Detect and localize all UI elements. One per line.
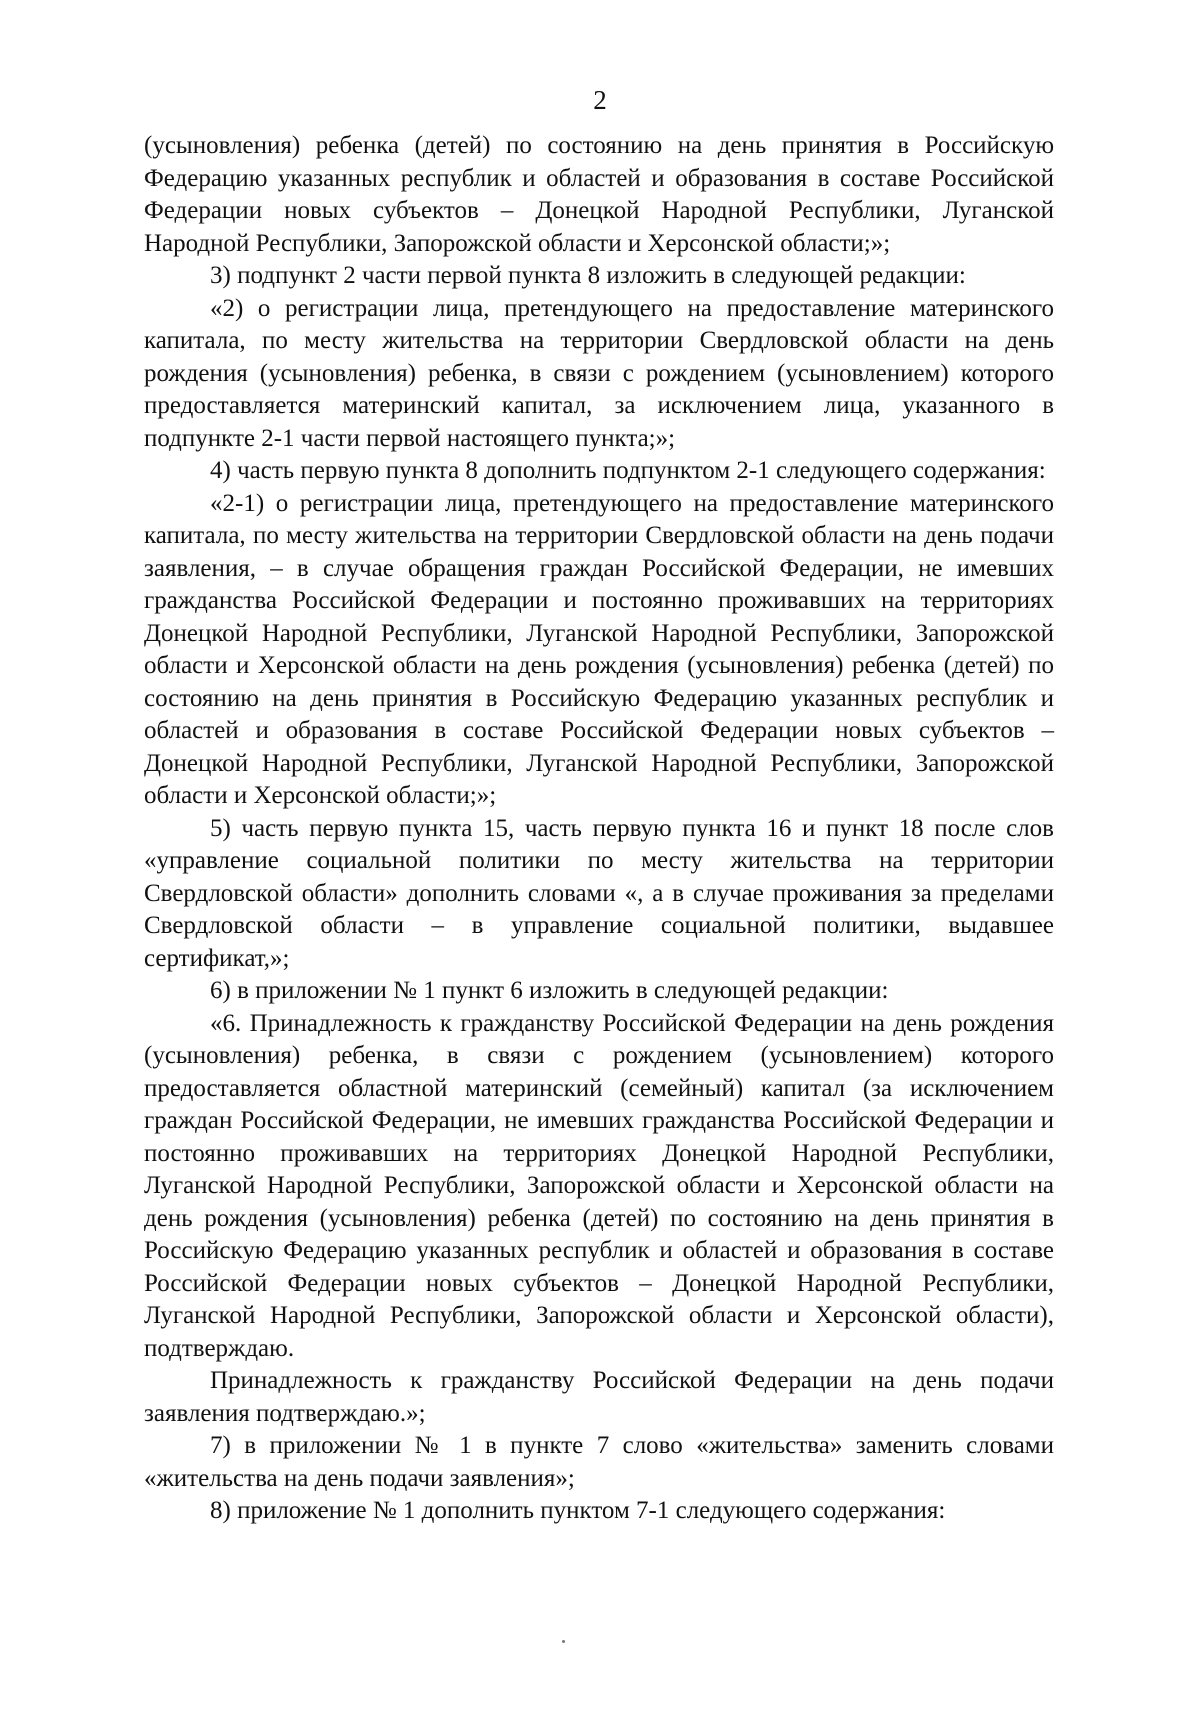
paragraph-subitem-2-1: «2-1) о регистрации лица, претендующего на предоставление материнского капитала, по месту жительства на территории Свердловской области на день подачи заявления, – в случае обращения граждан Российской Федерации, не имевших гражданства Российской Федерации и постоянно проживавших на территориях Донецкой Народной Республики, Луганской Народной Республики, Запорожской области и Херсонской области на день рождения (усыновления) ребенка (детей) по состоянию на день принятия в Российскую Федерацию указанных республик и областей и образования в составе Российской Федерации новых субъектов – Донецкой Народной Республики, Луганской Народной Республики, Запорожской области и Херсонской области;»; [144, 489, 1054, 809]
document-body [144, 130, 1054, 1528]
paragraph-continuation: (усыновления) ребенка (детей) по состоянию на день принятия в Российскую Федерацию указанных республик и областей и образования в составе Российской Федерации новых субъектов – Донецкой Народной Республики, Луганской Народной Республики, Запорожской области и Херсонской области;»; [144, 132, 1054, 257]
paragraph-item-8: 8) приложение № 1 дополнить пунктом 7-1 следующего содержания: [210, 1497, 946, 1524]
paragraph-item-3: 3) подпункт 2 части первой пункта 8 изложить в следующей редакции: [210, 262, 966, 289]
scan-speck [562, 1640, 565, 1643]
paragraph-item-5: 5) часть первую пункта 15, часть первую пункта 16 и пункт 18 после слов «управление социальной политики по месту жительства на территории Свердловской области» дополнить словами «, а в случае проживания за пределами Свердловской области – в управление социальной политики, выдавшее сертификат,»; [144, 814, 1054, 972]
page-number: 2 [593, 85, 607, 115]
paragraph-item-6: 6) в приложении № 1 пункт 6 изложить в следующей редакции: [210, 977, 889, 1004]
paragraph-item-7: 7) в приложении № 1 в пункте 7 слово «жительства» заменить словами «жительства на день подачи заявления»; [144, 1432, 1054, 1492]
paragraph-subitem-2: «2) о регистрации лица, претендующего на предоставление материнского капитала, по месту жительства на территории Свердловской области на день рождения (усыновления) ребенка, в связи с рождением (усыновлением) которого предоставляется материнский капитал, за исключением лица, указанного в подпункте 2-1 части первой настоящего пункта;»; [144, 294, 1054, 452]
paragraph-point-6: «6. Принадлежность к гражданству Российской Федерации на день рождения (усыновления) ребенка, в связи с рождением (усыновлением) которого предоставляется областной материнский (семейный) капитал (за исключением граждан Российской Федерации, не имевших гражданства Российской Федерации и постоянно проживавших на территориях Донецкой Народной Республики, Луганской Народной Республики, Запорожской области и Херсонской области на день рождения (усыновления) ребенка (детей) по состоянию на день принятия в Российскую Федерацию указанных республик и областей и образования в составе Российской Федерации новых субъектов – Донецкой Народной Республики, Луганской Народной Республики, Запорожской области и Херсонской области), подтверждаю. [144, 1009, 1054, 1362]
paragraph-citizenship-confirmation: Принадлежность к гражданству Российской Федерации на день подачи заявления подтверждаю.»; [144, 1367, 1054, 1427]
paragraph-item-4: 4) часть первую пункта 8 дополнить подпунктом 2-1 следующего содержания: [210, 457, 1046, 484]
